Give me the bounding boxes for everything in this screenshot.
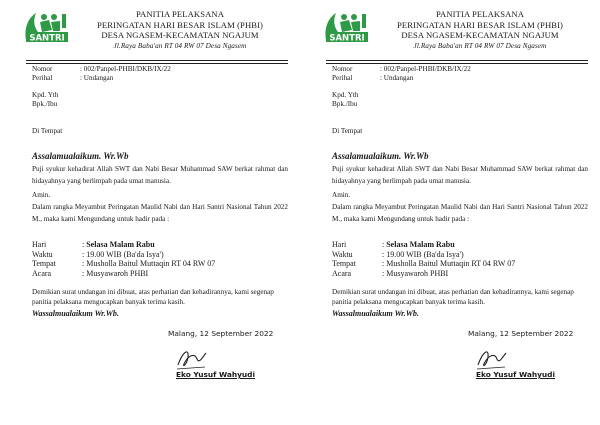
header-rule-thin (326, 63, 588, 64)
recipient-line1: Kpd. Yth (332, 91, 359, 99)
tempat-value: : Musholla Baitul Muttaqin RT 04 RW 07 (82, 259, 216, 269)
recipient-line1: Kpd. Yth (32, 91, 59, 99)
letterhead-line1: PANITIA PELAKSANA (435, 9, 525, 19)
header-rule-thick (326, 60, 588, 61)
letterhead-address: Jl.Raya Baba'an RT 04 RW 07 Desa Ngasem (413, 41, 547, 50)
acara-label: Acara (332, 268, 352, 278)
waktu-value: : 19.00 WIB (Ba'da Isya') (82, 249, 164, 259)
closing-salam: Wassalmualaikum Wr.Wb. (332, 309, 419, 318)
body-paragraph-1: Puji syukur kehadirat Allah SWT dan Nabi Besar Muhammad SAW berkat rahmat dan hidayahnya yang berlimpah pada umat manusia. (32, 165, 288, 185)
letterhead-line3: DESA NGASEM-KECAMATAN NGAJUM (101, 30, 259, 41)
recipient-line2: Bpk./Ibu (332, 100, 358, 109)
nomor-label: Nomor (32, 65, 53, 73)
date-place: Malang, 12 September 2022 (468, 329, 574, 338)
header-rule-thin (26, 63, 288, 64)
acara-value: : Musyawaroh PHBI (382, 268, 449, 278)
logo-text: SANTRI (329, 33, 365, 44)
di-tempat: Di Tempat (332, 127, 363, 135)
signature-scribble (175, 345, 209, 373)
letterhead (70, 9, 290, 51)
waktu-label: Waktu (32, 249, 53, 259)
logo-text: SANTRI (29, 33, 65, 44)
nomor-value: : 002/Panpel-PHBI/DKB/IX/22 (80, 65, 171, 73)
nomor-label: Nomor (332, 65, 353, 73)
recipient-block (332, 91, 359, 109)
greeting: Assalamualaikum. Wr.Wb (32, 151, 129, 161)
acara-value: : Musyawaroh PHBI (82, 268, 149, 278)
santri-logo (322, 10, 372, 46)
recipient-line2: Bpk./Ibu (32, 100, 58, 109)
nomor-value: : 002/Panpel-PHBI/DKB/IX/22 (380, 65, 471, 73)
hari-label: Hari (32, 240, 47, 249)
hari-value: Selasa Malam Rabu (86, 240, 155, 249)
hari-label: Hari (332, 240, 347, 249)
hari-value: Selasa Malam Rabu (386, 240, 455, 249)
event-details: Hari : Selasa Malam Rabu Waktu : 19.00 WIB (Ba'da Isya') Tempat : Musholla Baitul Muttaqin RT 04 RW 07 Acara : Musyawaroh PHBI (32, 240, 216, 278)
letter-meta (32, 65, 171, 84)
invitation-letter-left (0, 0, 292, 425)
tempat-label: Tempat (332, 259, 356, 269)
letter-meta (332, 65, 471, 84)
event-details: Hari : Selasa Malam Rabu Waktu : 19.00 WIB (Ba'da Isya') Tempat : Musholla Baitul Muttaqin RT 04 RW 07 Acara : Musyawaroh PHBI (332, 240, 516, 278)
tempat-value: : Musholla Baitul Muttaqin RT 04 RW 07 (382, 259, 516, 269)
closing-paragraph: Demikian surat undangan ini dibuat, atas perhatian dan kehadirannya, kami segenap panitia pelaksana mengucapkan banyak terima kasih. (32, 288, 274, 306)
perihal-value: : Undangan (380, 74, 414, 83)
date-place: Malang, 12 September 2022 (168, 329, 274, 338)
body-amin: Amin. (332, 191, 351, 199)
letterhead-line2: PERINGATAN HARI BESAR ISLAM (PHBI) (97, 19, 263, 30)
waktu-value: : 19.00 WIB (Ba'da Isya') (382, 249, 464, 259)
letterhead-address: Jl.Raya Baba'an RT 04 RW 07 Desa Ngasem (113, 41, 247, 50)
greeting: Assalamualaikum. Wr.Wb (332, 151, 429, 161)
tempat-label: Tempat (32, 259, 56, 269)
signature-scribble (475, 345, 509, 373)
header-rule-thick (26, 60, 288, 61)
perihal-value: : Undangan (80, 74, 114, 83)
perihal-label: Perihal (332, 74, 353, 83)
waktu-label: Waktu (332, 249, 353, 259)
letterhead-line2: PERINGATAN HARI BESAR ISLAM (PHBI) (397, 19, 563, 30)
acara-label: Acara (32, 268, 52, 278)
closing-paragraph: Demikian surat undangan ini dibuat, atas perhatian dan kehadirannya, kami segenap panitia pelaksana mengucapkan banyak terima kasih. (332, 288, 574, 306)
invitation-letter-right (300, 0, 592, 425)
letterhead-line1: PANITIA PELAKSANA (135, 9, 225, 19)
body-paragraph-2: Dalam rangka Meyambut Peringatan Maulid Nabi dan Hari Santri Nasional Tahun 2022 M., maka kami Mengundang untuk hadir pada : (32, 203, 288, 223)
signer-name: Eko Yusuf Wahyudi (176, 370, 255, 379)
perihal-label: Perihal (32, 74, 53, 83)
di-tempat: Di Tempat (32, 127, 63, 135)
recipient-block (32, 91, 59, 109)
body-amin: Amin. (32, 191, 51, 199)
signer-name: Eko Yusuf Wahyudi (476, 370, 555, 379)
santri-logo (22, 10, 72, 46)
body-paragraph-1: Puji syukur kehadirat Allah SWT dan Nabi Besar Muhammad SAW berkat rahmat dan hidayahnya yang berlimpah pada umat manusia. (332, 165, 588, 185)
body-paragraph-2: Dalam rangka Meyambut Peringatan Maulid Nabi dan Hari Santri Nasional Tahun 2022 M., maka kami Mengundang untuk hadir pada : (332, 203, 588, 223)
letterhead-line3: DESA NGASEM-KECAMATAN NGAJUM (401, 30, 559, 41)
letterhead (370, 9, 590, 51)
closing-salam: Wassalmualaikum Wr.Wb. (32, 309, 119, 318)
